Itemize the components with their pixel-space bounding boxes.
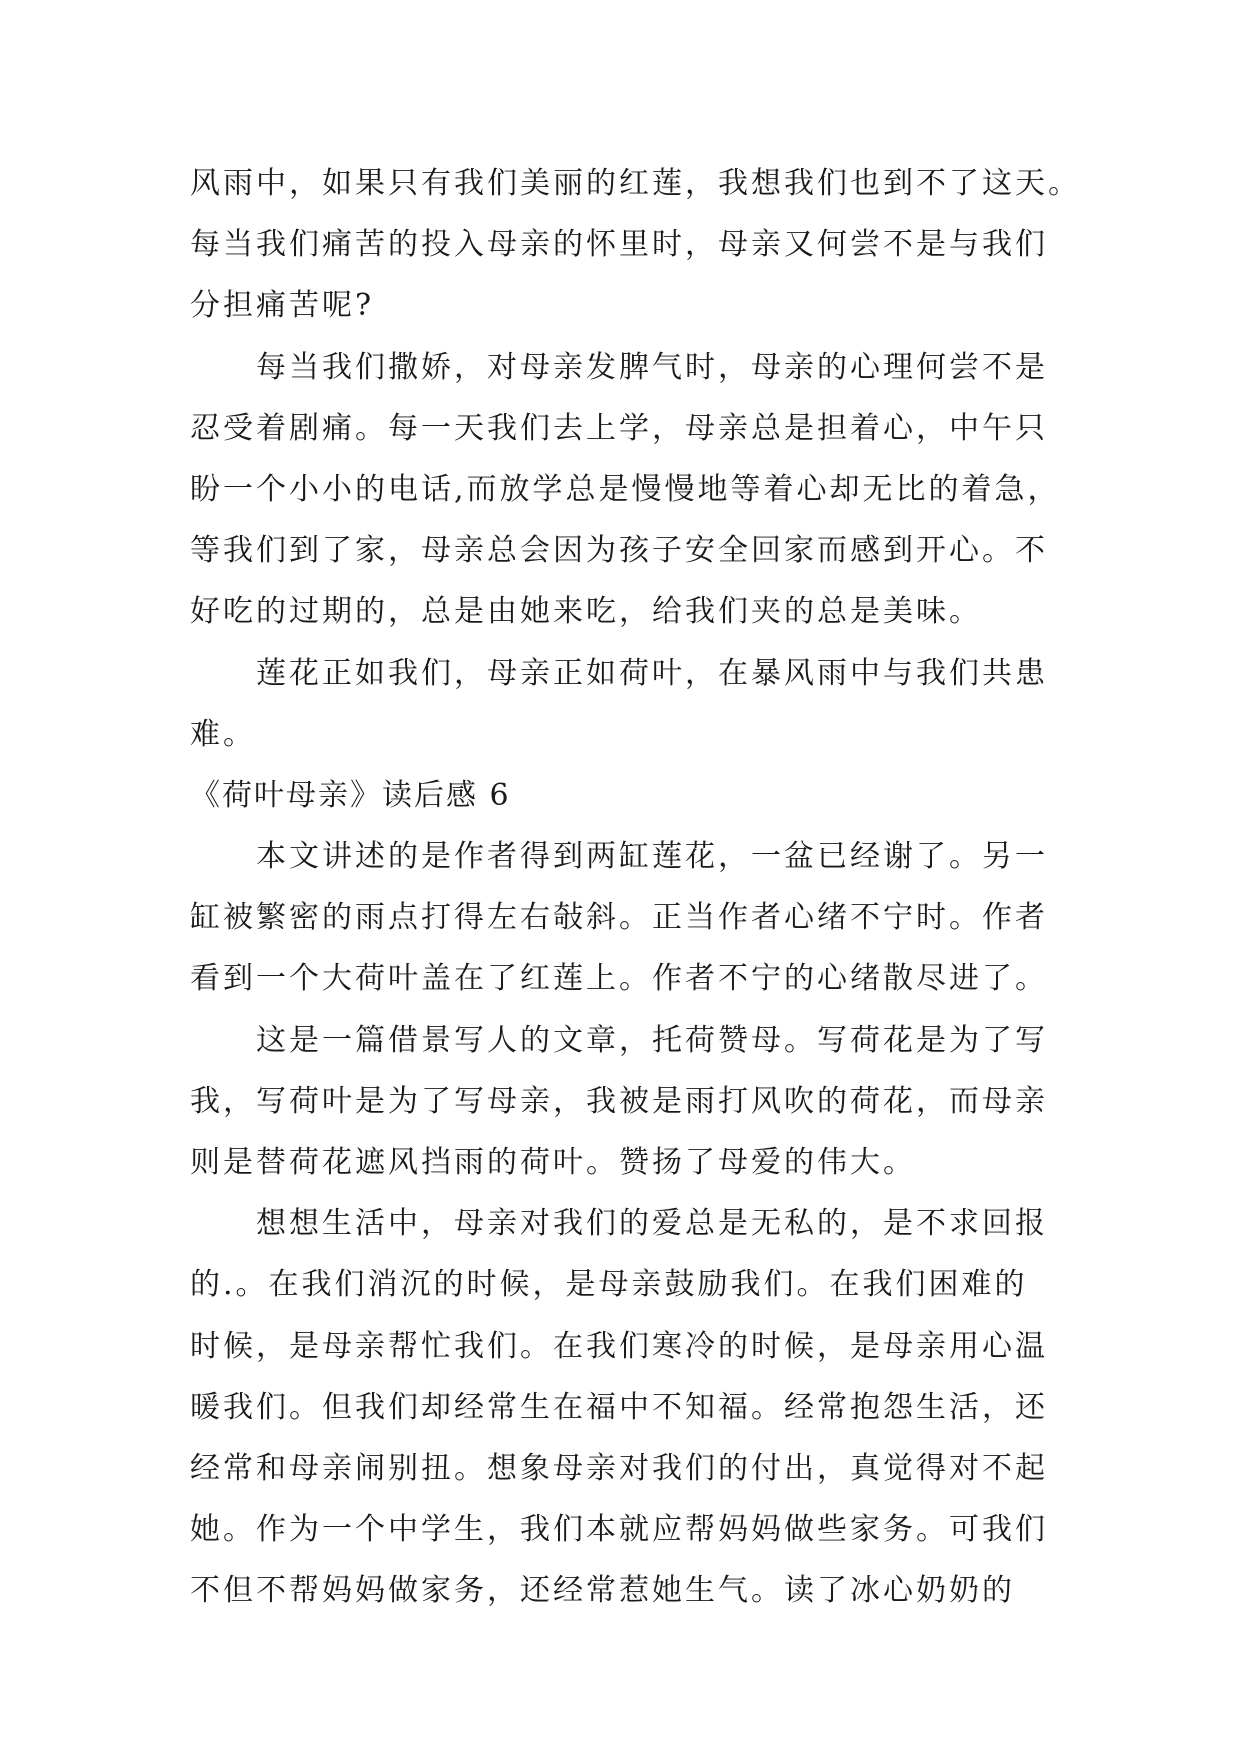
text-line: 好吃的过期的，总是由她来吃，给我们夹的总是美味。 [190, 594, 982, 630]
text-line: 难。 [190, 716, 256, 752]
text-line: 经常和母亲闹别扭。想象母亲对我们的付出，真觉得对不起 [190, 1450, 1048, 1486]
paragraph-start-line: 想想生活中，母亲对我们的爱总是无私的，是不求回报 [256, 1206, 1048, 1242]
text-line: 我，写荷叶是为了写母亲，我被是雨打风吹的荷花，而母亲 [190, 1083, 1048, 1119]
text-line: 暖我们。但我们却经常生在福中不知福。经常抱怨生活，还 [190, 1389, 1048, 1425]
text-line: 等我们到了家，母亲总会因为孩子安全回家而感到开心。不 [190, 533, 1048, 569]
document-body [190, 153, 1081, 1622]
text-line: 缸被繁密的雨点打得左右敧斜。正当作者心绪不宁时。作者 [190, 900, 1048, 936]
text-line: 她。作为一个中学生，我们本就应帮妈妈做些家务。可我们 [190, 1512, 1048, 1548]
text-line: 分担痛苦呢? [190, 288, 375, 324]
text-line: 每当我们痛苦的投入母亲的怀里时，母亲又何尝不是与我们 [190, 227, 1048, 263]
paragraph-start-line: 这是一篇借景写人的文章，托荷赞母。写荷花是为了写 [256, 1022, 1048, 1058]
text-line: 则是替荷花遮风挡雨的荷叶。赞扬了母爱的伟大。 [190, 1145, 916, 1180]
paragraph-start-line: 本文讲述的是作者得到两缸莲花，一盆已经谢了。另一 [256, 839, 1048, 875]
text-line: 不但不帮妈妈做家务，还经常惹她生气。读了冰心奶奶的 [190, 1573, 1015, 1609]
paragraph-start-line: 莲花正如我们，母亲正如荷叶，在暴风雨中与我们共患 [256, 655, 1048, 691]
text-line: 忍受着剧痛。每一天我们去上学，母亲总是担着心，中午只 [190, 410, 1048, 446]
section-heading: 《荷叶母亲》读后感 6 [190, 777, 511, 813]
paragraph-start-line: 每当我们撒娇，对母亲发脾气时，母亲的心理何尝不是 [256, 349, 1048, 385]
text-line: 风雨中，如果只有我们美丽的红莲，我想我们也到不了这天。 [190, 166, 1081, 201]
text-line: 看到一个大荷叶盖在了红莲上。作者不宁的心绪散尽进了。 [190, 961, 1048, 997]
text-line: 的.。在我们消沉的时候，是母亲鼓励我们。在我们困难的 [190, 1267, 1028, 1303]
text-line: 时候，是母亲帮忙我们。在我们寒冷的时候，是母亲用心温 [190, 1328, 1048, 1364]
text-line: 盼一个小小的电话,而放学总是慢慢地等着心却无比的着急， [190, 471, 1061, 507]
